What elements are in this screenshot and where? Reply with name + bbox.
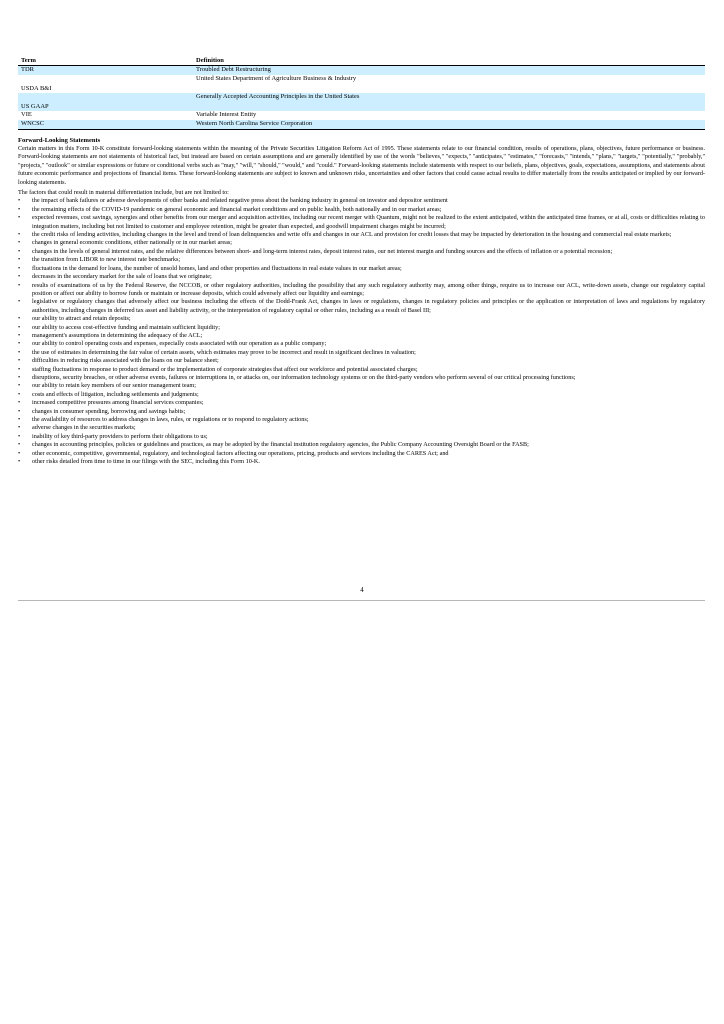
list-item (18, 349, 705, 357)
list-item-text: our ability to access cost-effective funding and maintain sufficient liquidity; (32, 323, 220, 331)
list-item-text: our ability to control operating costs and expenses, especially costs associated with our operation as a public company; (32, 340, 327, 348)
bullet-icon: • (18, 357, 21, 365)
list-item (18, 424, 705, 432)
list-item (18, 366, 705, 374)
bullet-icon: • (18, 340, 21, 348)
table-row (18, 120, 705, 130)
list-item (18, 214, 705, 231)
term-cell: US GAAP (18, 93, 193, 111)
list-item-text: inability of key third-party providers to perform their obligations to us; (32, 432, 208, 440)
term-cell: USDA B&I (21, 85, 52, 92)
list-item (18, 265, 705, 273)
list-item (18, 357, 705, 365)
definition-cell: United States Department of Agriculture Business & Industry (196, 75, 357, 82)
list-item-text: management's assumptions in determining the adequacy of the ACL; (32, 331, 203, 339)
bullet-icon: • (18, 256, 21, 264)
bullet-icon: • (18, 365, 21, 373)
list-item-text: adverse changes in the securities markets; (32, 424, 136, 432)
risk-factor-list (18, 197, 705, 466)
list-item-text: disruptions, security breaches, or other adverse events, failures or interruptions in, or attacks on, our information technology systems or on the third-party vendors who perform several of our critical processing functions; (32, 373, 576, 381)
list-item-text: fluctuations in the demand for loans, the number of unsold homes, land and other properties and fluctuations in real estate values in our market areas; (32, 264, 402, 272)
list-item (18, 248, 705, 256)
table-row (18, 66, 705, 76)
bullet-icon: • (18, 424, 21, 432)
list-item (18, 239, 705, 247)
bullet-icon: • (18, 432, 21, 440)
list-item (18, 324, 705, 332)
table-row (18, 75, 705, 93)
list-item (18, 408, 705, 416)
term-cell: WNCSC (18, 120, 193, 130)
page-number: 4 (360, 586, 364, 594)
list-item (18, 433, 705, 441)
list-item-text: changes in accounting principles, policies or guidelines and practices, as may be adopted by the financial institution regulatory agencies, the Public Company Accounting Oversight Board or the FASB; (32, 441, 529, 449)
definition-cell: Generally Accepted Accounting Principles in the United States (193, 93, 705, 111)
bullet-icon: • (18, 348, 21, 356)
list-item-text: changes in consumer spending, borrowing and savings habits; (32, 407, 186, 415)
bullet-icon: • (18, 407, 21, 415)
bullet-icon: • (18, 231, 21, 239)
list-item-text: changes in general economic conditions, either nationally or in our market areas; (32, 239, 232, 247)
list-item (18, 399, 705, 407)
list-item (18, 197, 705, 205)
bullet-icon: • (18, 264, 21, 272)
list-item-text: the remaining effects of the COVID-19 pandemic on general economic and financial market conditions and on public health, both nationally and in our market areas; (32, 205, 442, 213)
list-item (18, 231, 705, 239)
list-item-text: other risks detailed from time to time in our filings with the SEC, including this Form 10-K. (32, 458, 260, 466)
list-item-text: the use of estimates in determining the fair value of certain assets, which estimates may prove to be incorrect and result in significant declines in valuation; (32, 348, 416, 356)
list-item (18, 441, 705, 449)
bullet-icon: • (18, 441, 21, 449)
list-item-text: our ability to retain key members of our senior management team; (32, 382, 196, 390)
bullet-icon: • (18, 281, 21, 289)
definition-cell: Variable Interest Entity (196, 111, 257, 118)
bullet-icon: • (18, 197, 21, 205)
bullet-icon: • (18, 416, 21, 423)
list-item (18, 256, 705, 264)
list-item (18, 382, 705, 390)
list-item-text: costs and effects of litigation, including settlements and judgments; (32, 390, 199, 398)
list-item (18, 298, 705, 315)
header-term: Term (18, 54, 193, 66)
list-item-text: changes in the levels of general interest rates, and the relative differences between short- and long-term interest rates, deposit interest rates, our net interest margin and funding sources and the effects of inflation or a potential recession; (32, 247, 613, 255)
term-cell: VIE (21, 111, 32, 118)
list-item (18, 450, 705, 458)
definition-cell: Western North Carolina Service Corporation (193, 120, 705, 130)
bullet-icon: • (18, 205, 21, 213)
bullet-icon: • (18, 399, 21, 407)
list-item (18, 340, 705, 348)
page-content (18, 54, 705, 466)
list-item-text: difficulties in reducing risks associated with the loans on our balance sheet; (32, 357, 219, 365)
list-item-text: staffing fluctuations in response to product demand or the implementation of corporate strategies that affect our workforce and potential associated charges; (32, 365, 418, 373)
bullet-icon: • (18, 315, 21, 323)
list-item-text: the impact of bank failures or adverse developments of other banks and related negative press about the banking industry in general on investor and depositor sentiment (32, 197, 448, 205)
list-item (18, 391, 705, 399)
bullet-icon: • (18, 458, 21, 466)
list-item-text: results of examinations of us by the Federal Reserve, the NCCOB, or other regulatory authorities, including the possibility that any such regulatory authority may, among other things, require us to increase our ACL, write-down assets, change our regulatory capital position or affect our ability to borrow funds or maintain or increase deposits, which could adversely affect our liquidity and earnings; (32, 281, 705, 297)
list-item-text: increased competitive pressures among financial services companies; (32, 399, 204, 407)
list-item (18, 282, 705, 299)
list-item (18, 416, 705, 424)
list-item-text: the availability of resources to address changes in laws, rules, or regulations or to respond to regulatory actions; (32, 416, 309, 423)
bullet-icon: • (18, 449, 21, 457)
header-definition: Definition (193, 54, 705, 66)
bullet-icon: • (18, 373, 21, 381)
bullet-icon: • (18, 382, 21, 390)
section-paragraph: Certain matters in this Form 10-K constitute forward-looking statements within the meaning of the Private Securities Litigation Reform Act of 1995. These statements relate to our financial condition, results of operations, plans, objectives, future performance or business. Forward-looking statements are not statements of historical fact, but instead are based on certain assumptions and are generally identified by use of the words "believes," "expects," "anticipates," "estimates," "forecasts," "intends," "plans," "targets," "potentially," "probably," "projects," "outlook" or similar expressions or future or conditional verbs such as "may," "will," "should," "would," and "could." Forward-looking statements include statements with respect to our beliefs, plans, objectives, goals, expectations, assumptions, and statements about future economic performance and projections of financial items. These forward-looking statements are subject to known and unknown risks, uncertainties and other factors that could cause actual results to differ materially from the results anticipated or implied by our forward-looking statements. (18, 145, 705, 186)
page-divider (18, 600, 705, 601)
bullet-icon: • (18, 323, 21, 331)
list-item (18, 273, 705, 281)
definition-cell: Troubled Debt Restructuring (193, 66, 705, 76)
bullet-icon: • (18, 239, 21, 247)
list-item (18, 206, 705, 214)
list-item-text: expected revenues, cost savings, synergies and other benefits from our merger and acquisition activities, including our recent merger with Quantum, might not be realized to the extent anticipated, within the anticipated time frames, or at all, costs or difficulties relating to integration matters, including but not limited to customer and employee retention, might be greater than expected, and goodwill impairment charges might be incurred; (32, 214, 705, 230)
factors-intro: The factors that could result in material differentiation include, but are not limited to: (18, 189, 229, 197)
bullet-icon: • (18, 247, 21, 255)
table-row (18, 111, 705, 120)
list-item-text: our ability to attract and retain deposits; (32, 315, 131, 323)
list-item-text: decreases in the secondary market for the sale of loans that we originate; (32, 273, 212, 281)
term-cell: TDR (18, 66, 193, 76)
list-item (18, 374, 705, 382)
list-item-text: other economic, competitive, governmental, regulatory, and technological factors affecting our operations, pricing, products and services including the CARES Act; and (32, 449, 449, 457)
table-row (18, 93, 705, 111)
bullet-icon: • (18, 273, 21, 281)
bullet-icon: • (18, 331, 21, 339)
list-item (18, 458, 705, 466)
definitions-table (18, 54, 705, 130)
list-item-text: the credit risks of lending activities, including changes in the level and trend of loan delinquencies and write offs and changes in our ACL and provision for credit losses that may be impacted by deterioration in the housing and commercial real estate markets; (32, 231, 672, 239)
section-heading: Forward-Looking Statements (18, 137, 101, 144)
table-header-row (18, 54, 705, 66)
bullet-icon: • (18, 390, 21, 398)
list-item-text: legislative or regulatory changes that adversely affect our business including the effects of the Dodd-Frank Act, changes in laws or regulations, changes in regulatory policies and principles or the application or interpretation of laws and regulations by regulatory authorities, including changes in deferred tax asset and liability activity, or the interpretation of regulatory capital or other rules, including as a result of Basel III; (32, 298, 705, 314)
list-item (18, 332, 705, 340)
list-item-text: the transition from LIBOR to new interest rate benchmarks; (32, 256, 181, 264)
bullet-icon: • (18, 298, 21, 306)
bullet-icon: • (18, 214, 21, 222)
list-item (18, 315, 705, 323)
